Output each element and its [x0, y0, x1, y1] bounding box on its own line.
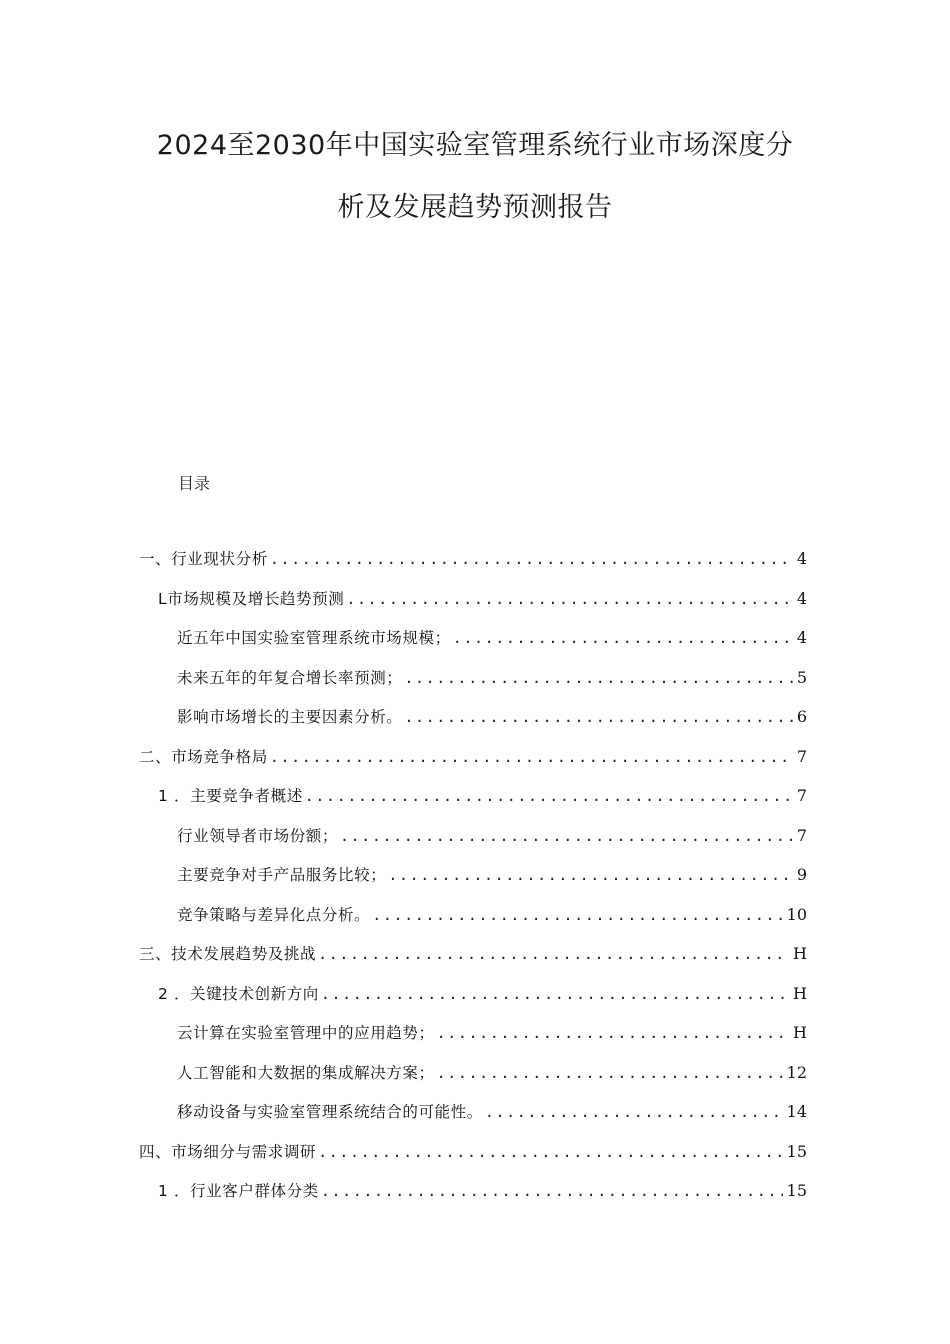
toc-entry-page: H: [793, 983, 807, 1003]
toc-entry[interactable]: [177, 665, 807, 691]
toc-entry-page: 14: [786, 1102, 807, 1121]
toc-entry[interactable]: [177, 704, 807, 730]
toc-entry-page: H: [793, 944, 807, 963]
toc-entry-page: 4: [796, 549, 807, 568]
toc-entry[interactable]: [177, 1060, 807, 1086]
toc-entry-label: 未来五年的年复合增长率预测；: [177, 668, 403, 687]
toc-entry-page: 6: [796, 707, 807, 726]
toc-heading: 目录: [178, 474, 211, 493]
toc-entry[interactable]: [158, 1178, 807, 1204]
report-title-line-2: 析及发展趋势预测报告: [337, 192, 613, 223]
toc-dot-leader: [270, 546, 793, 572]
toc-entry-label: 主要竞争对手产品服务比较；: [177, 866, 387, 884]
toc-entry[interactable]: [177, 823, 807, 849]
toc-dot-leader: [453, 625, 793, 651]
toc-dot-leader: [321, 1178, 783, 1204]
toc-dot-leader: [318, 1139, 783, 1165]
toc-dot-leader: [485, 1099, 783, 1125]
toc-entry[interactable]: [139, 744, 807, 770]
toc-entry-page: 15: [786, 1141, 807, 1161]
toc-entry-label: 竞争策略与差异化点分析。: [177, 905, 371, 924]
toc-entry-label: 一、行业现状分析: [139, 550, 268, 568]
toc-entry-label: 影响市场增长的主要因素分析。: [177, 708, 403, 726]
toc-entry-label: 三、技术发展趋势及挑战: [139, 945, 317, 963]
toc-entry-label: 四、市场细分与需求调研: [139, 1142, 317, 1161]
toc-dot-leader: [321, 981, 789, 1007]
toc-entry-page: 7: [796, 786, 807, 805]
toc-dot-leader: [372, 902, 782, 928]
toc-entry-page: H: [793, 1023, 807, 1042]
toc-dot-leader: [346, 586, 792, 612]
toc-entry-page: 15: [786, 1181, 807, 1200]
toc-entry-page: 9: [796, 865, 807, 884]
toc-entry[interactable]: [139, 546, 807, 572]
report-title-line-1: 2024至2030年中国实验室管理系统行业市场深度分: [156, 130, 794, 161]
toc-dot-leader: [305, 783, 793, 809]
toc-dot-leader: [437, 1020, 789, 1046]
toc-entry[interactable]: [139, 1139, 807, 1165]
toc-entry-label: 云计算在实验室管理中的应用趋势；: [177, 1024, 435, 1042]
toc-entry-label: 近五年中国实验室管理系统市场规模；: [177, 629, 451, 647]
toc-dot-leader: [388, 862, 793, 888]
toc-entry[interactable]: [177, 862, 807, 888]
toc-entry[interactable]: [177, 625, 807, 651]
toc-entry-page: 12: [786, 1062, 807, 1082]
toc-entry[interactable]: [177, 902, 807, 928]
toc-entry-label: 行业领导者市场份额；: [177, 826, 339, 845]
toc-entry[interactable]: [158, 981, 807, 1007]
toc-entry-label: 移动设备与实验室管理系统结合的可能性。: [177, 1103, 483, 1121]
toc-entry[interactable]: [139, 941, 807, 967]
toc-entry-page: 7: [796, 825, 807, 845]
toc-entry-label: L市场规模及增长趋势预测: [158, 589, 345, 608]
toc-entry[interactable]: [158, 586, 807, 612]
toc-entry[interactable]: [177, 1099, 807, 1125]
toc-entry-label: 2 ．关键技术创新方向: [158, 984, 319, 1003]
toc-entry-label: 1 ．行业客户群体分类: [158, 1182, 319, 1200]
toc-entry-label: 二、市场竞争格局: [139, 747, 268, 766]
toc-dot-leader: [340, 823, 793, 849]
toc-entry[interactable]: [177, 1020, 807, 1046]
toc-entry[interactable]: [158, 783, 807, 809]
toc-entry-label: 人工智能和大数据的集成解决方案；: [177, 1063, 435, 1082]
toc-entry-label: 1 ．主要竞争者概述: [158, 787, 303, 805]
toc-dot-leader: [404, 704, 792, 730]
toc-entry-page: 5: [796, 667, 807, 687]
toc-entry-page: 10: [786, 904, 807, 924]
toc-entry-page: 4: [796, 628, 807, 647]
toc-dot-leader: [318, 941, 789, 967]
toc-dot-leader: [404, 665, 792, 691]
toc-entry-page: 4: [796, 588, 807, 608]
toc-dot-leader: [270, 744, 793, 770]
toc-dot-leader: [437, 1060, 783, 1086]
toc-entry-page: 7: [796, 746, 807, 766]
